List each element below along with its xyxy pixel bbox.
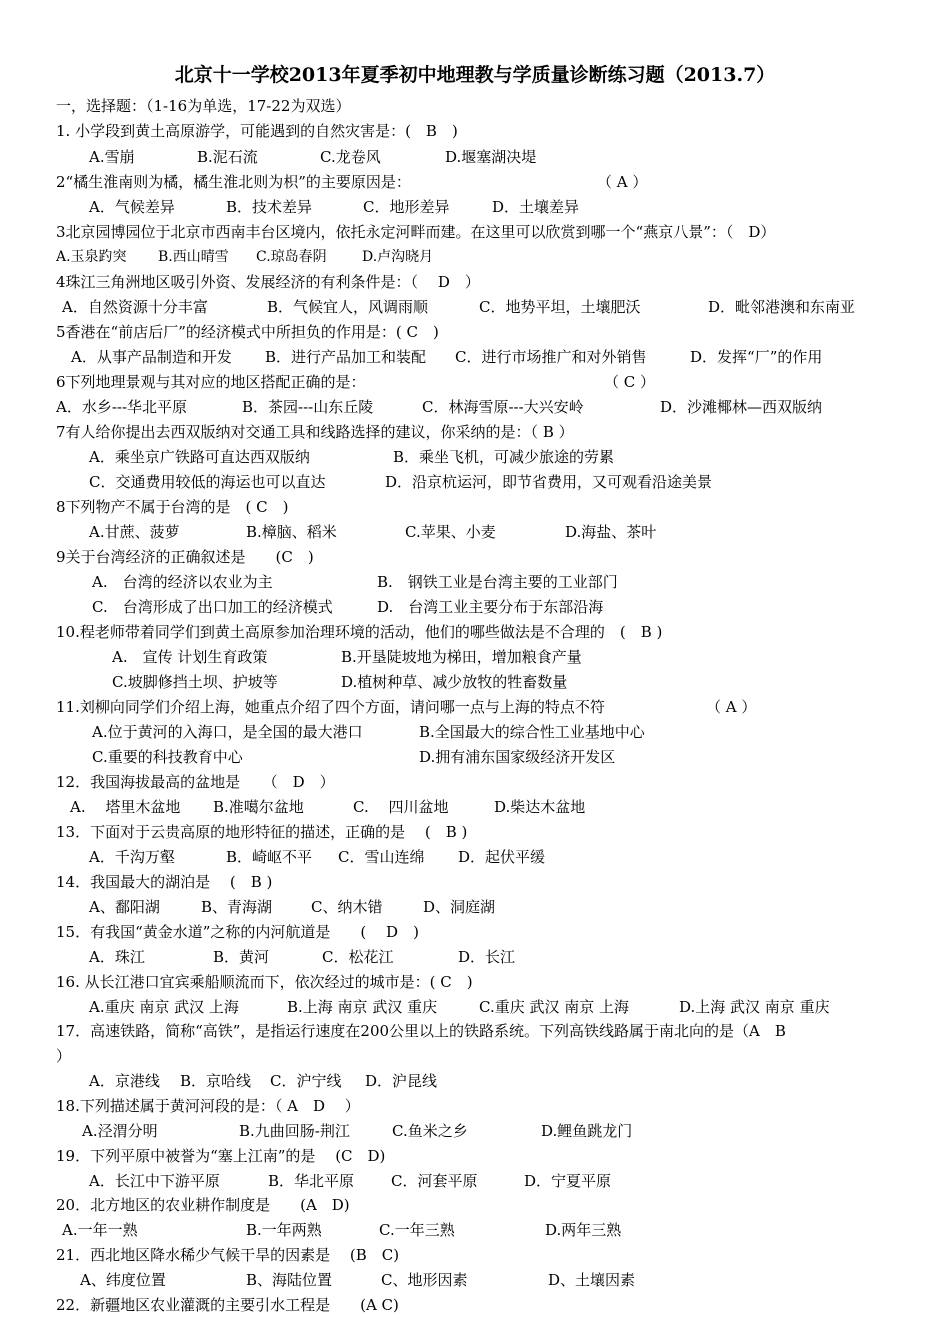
option-d: D．土壤差异: [492, 198, 580, 216]
question-16-options: [0, 997, 950, 1017]
question-10-options-row-2: [0, 672, 950, 692]
option-a: A.位于黄河的入海口，是全国的最大港口: [92, 723, 363, 741]
option-b: B.全国最大的综合性工业基地中心: [419, 723, 645, 741]
option-c: C．林海雪原---大兴安岭: [422, 398, 584, 416]
question-20-options: [0, 1220, 950, 1240]
option-c: C．交通费用较低的海运也可以直达: [89, 473, 326, 491]
option-d: D．沪昆线: [365, 1072, 438, 1090]
question-7-options-row-2: [0, 472, 950, 492]
page-title: 北京十一学校2013年夏季初中地理教与学质量诊断练习题（2013.7）: [174, 64, 776, 86]
question-11-answer: （ A ）: [706, 698, 757, 716]
option-a: A．千沟万壑: [89, 848, 175, 866]
option-d: D．发挥“厂”的作用: [690, 348, 823, 366]
question-11: 11.刘柳向同学们介绍上海，她重点介绍了四个方面，请问哪一点与上海的特点不符: [56, 698, 605, 716]
option-c: C.龙卷风: [320, 148, 381, 166]
option-b: B.开垦陡坡地为梯田，增加粮食产量: [341, 648, 582, 666]
option-b: B．技术差异: [226, 198, 313, 216]
question-9-options-row-2: [0, 597, 950, 617]
option-d: D. 台湾工业主要分布于东部沿海: [377, 598, 604, 616]
question-11-options-row-2: [0, 747, 950, 767]
option-d: D．长江: [458, 948, 516, 966]
question-18: 18.下列描述属于黄河河段的是：（ A D ）: [56, 1097, 360, 1115]
question-1-options: [0, 147, 950, 167]
question-14: 14．我国最大的湖泊是 ( B ): [56, 873, 273, 891]
question-10: 10.程老师带着同学们到黄土高原参加治理环境的活动，他们的哪些做法是不合理的 ( B ): [56, 623, 663, 641]
option-b: B.一年两熟: [246, 1221, 322, 1239]
option-b: B.西山晴雪: [158, 249, 229, 265]
option-c: C．沪宁线: [270, 1072, 342, 1090]
question-9-options-row-1: [0, 572, 950, 592]
option-c: C.琼岛春阴: [256, 249, 327, 265]
option-c: C．地形差异: [363, 198, 450, 216]
option-d: D、洞庭湖: [423, 898, 496, 916]
option-b: B．崎岖不平: [226, 848, 313, 866]
option-b: B.泥石流: [197, 148, 258, 166]
option-d: D.上海 武汉 南京 重庆: [679, 998, 830, 1016]
question-5-options: [0, 347, 950, 367]
option-c: C.重要的科技教育中心: [92, 748, 243, 766]
option-c: C、地形因素: [381, 1271, 468, 1289]
question-7-options-row-1: [0, 447, 950, 467]
option-d: D.堰塞湖决堤: [445, 148, 537, 166]
question-7: 7有人给你提出去西双版纳对交通工具和线路选择的建议，你采纳的是：（ B ）: [56, 423, 574, 441]
option-b: B、青海湖: [201, 898, 273, 916]
question-12-options: [0, 797, 950, 817]
question-15: 15．有我国“黄金水道”之称的内河航道是 ( D ): [56, 923, 419, 941]
question-11-options-row-1: [0, 722, 950, 742]
option-d: D．沙滩椰林—西双版纳: [660, 398, 823, 416]
option-b: B．气候宜人，风调雨顺: [267, 298, 429, 316]
option-a: A．自然资源十分丰富: [62, 298, 208, 316]
question-8: 8下列物产不属于台湾的是 ( C ): [56, 498, 289, 516]
option-a: A. 宣传 计划生育政策: [112, 648, 268, 666]
option-a: A．气候差异: [89, 198, 175, 216]
option-d: D.卢沟晓月: [362, 249, 434, 265]
option-b: B、海陆位置: [246, 1271, 333, 1289]
option-a: A．乘坐京广铁路可直达西双版纳: [89, 448, 310, 466]
option-d: D.海盐、茶叶: [565, 523, 657, 541]
option-c: C．河套平原: [391, 1172, 478, 1190]
question-9: 9关于台湾经济的正确叙述是 (C ): [56, 548, 314, 566]
question-18-options: [0, 1121, 950, 1141]
option-b: B．京哈线: [180, 1072, 252, 1090]
option-a: A、纬度位置: [80, 1271, 166, 1289]
option-a: A.一年一熟: [62, 1221, 138, 1239]
option-d: D.柴达木盆地: [494, 798, 586, 816]
option-c: C．松花江: [322, 948, 394, 966]
question-19: 19．下列平原中被誉为“塞上江南”的是 (C D): [56, 1147, 386, 1165]
option-b: B.九曲回肠-荆江: [239, 1122, 350, 1140]
question-10-options-row-1: [0, 647, 950, 667]
option-a: A.重庆 南京 武汉 上海: [89, 998, 239, 1016]
question-22: 22．新疆地区农业灌溉的主要引水工程是 (A C): [56, 1296, 399, 1314]
option-a: A.雪崩: [89, 148, 135, 166]
option-c: C. 四川盆地: [353, 798, 449, 816]
question-4: 4珠江三角洲地区吸引外资、发展经济的有利条件是：（ D ）: [56, 273, 480, 291]
option-d: D.植树种草、减少放牧的牲畜数量: [341, 673, 568, 691]
question-3: 3北京园博园位于北京市西南丰台区境内，依托永定河畔而建。在这里可以欣赏到哪一个“燕京八景”：（ D）: [56, 223, 776, 241]
question-5: 5香港在“前店后厂”的经济模式中所担负的作用是：( C ): [56, 323, 439, 341]
option-a: A.甘蔗、菠萝: [89, 523, 180, 541]
question-21: 21．西北地区降水稀少气候干旱的因素是 (B C): [56, 1246, 400, 1264]
question-8-options: [0, 522, 950, 542]
option-b: B．进行产品加工和装配: [265, 348, 427, 366]
option-a: A.玉泉趵突: [56, 249, 127, 265]
option-a: A．长江中下游平原: [89, 1172, 220, 1190]
option-c: C．进行市场推广和对外销售: [455, 348, 647, 366]
option-d: D．毗邻港澳和东南亚: [708, 298, 856, 316]
question-2-options: [0, 197, 950, 217]
question-17: 17．高速铁路，简称“高铁”，是指运行速度在200公里以上的铁路系统。下列高铁线路属于南北向的是（A B: [56, 1022, 786, 1040]
option-c: C. 台湾形成了出口加工的经济模式: [92, 598, 333, 616]
question-19-options: [0, 1171, 950, 1191]
option-d: D．起伏平缓: [458, 848, 546, 866]
option-c: C．雪山连绵: [338, 848, 425, 866]
option-d: D、土壤因素: [548, 1271, 636, 1289]
question-6-options: [0, 397, 950, 417]
option-a: A、鄱阳湖: [89, 898, 160, 916]
section-heading: 一，选择题：（1-16为单选，17-22为双选）: [56, 97, 351, 115]
option-b: B.上海 南京 武汉 重庆: [287, 998, 438, 1016]
option-c: C.一年三熟: [379, 1221, 455, 1239]
question-14-options: [0, 897, 950, 917]
option-d: D．宁夏平原: [524, 1172, 612, 1190]
option-a: A．从事产品制造和开发: [71, 348, 232, 366]
question-1: 1. 小学段到黄土高原游学，可能遇到的自然灾害是：( B ): [56, 122, 458, 140]
option-a: A. 塔里木盆地: [70, 798, 181, 816]
option-a: A.泾渭分明: [82, 1122, 158, 1140]
option-d: D.拥有浦东国家级经济开发区: [419, 748, 616, 766]
option-b: B．黄河: [213, 948, 270, 966]
option-c: C.坡脚修挡土坝、护坡等: [112, 673, 278, 691]
question-2: 2“橘生淮南则为橘，橘生淮北则为枳”的主要原因是：: [56, 173, 411, 191]
question-21-options: [0, 1270, 950, 1290]
option-a: A．珠江: [89, 948, 145, 966]
option-b: B．茶园---山东丘陵: [242, 398, 374, 416]
question-15-options: [0, 947, 950, 967]
option-b: B．华北平原: [268, 1172, 355, 1190]
question-4-options: [0, 297, 950, 317]
option-d: D.两年三熟: [545, 1221, 622, 1239]
question-6: 6下列地理景观与其对应的地区搭配正确的是：: [56, 373, 366, 391]
option-b: B.樟脑、稻米: [246, 523, 337, 541]
option-d: D.鲤鱼跳龙门: [541, 1122, 633, 1140]
option-c: C.重庆 武汉 南京 上海: [479, 998, 630, 1016]
question-6-answer: （ C ）: [604, 373, 656, 391]
option-c: C.苹果、小麦: [405, 523, 496, 541]
option-b: B. 钢铁工业是台湾主要的工业部门: [377, 573, 618, 591]
question-13-options: [0, 847, 950, 867]
option-c: C、纳木错: [311, 898, 383, 916]
question-13: 13．下面对于云贵高原的地形特征的描述，正确的是 ( B ): [56, 823, 468, 841]
option-c: C．地势平坦，土壤肥沃: [479, 298, 641, 316]
question-16: 16. 从长江港口宜宾乘船顺流而下，依次经过的城市是：( C ): [56, 973, 473, 991]
option-b: B．乘坐飞机，可减少旅途的劳累: [393, 448, 615, 466]
question-3-options: [0, 247, 950, 267]
option-a: A．水乡---华北平原: [56, 398, 188, 416]
question-2-answer: （ A ）: [597, 173, 648, 191]
question-17-stem-end: ）: [56, 1047, 72, 1065]
question-20: 20．北方地区的农业耕作制度是 (A D): [56, 1196, 350, 1214]
option-a: A．京港线: [89, 1072, 160, 1090]
question-17-options: [0, 1071, 950, 1091]
option-d: D．沿京杭运河，即节省费用，又可观看沿途美景: [385, 473, 713, 491]
option-a: A. 台湾的经济以农业为主: [92, 573, 273, 591]
option-c: C.鱼米之乡: [392, 1122, 468, 1140]
question-12: 12．我国海拔最高的盆地是 （ D ）: [56, 773, 335, 791]
option-b: B.准噶尔盆地: [213, 798, 304, 816]
